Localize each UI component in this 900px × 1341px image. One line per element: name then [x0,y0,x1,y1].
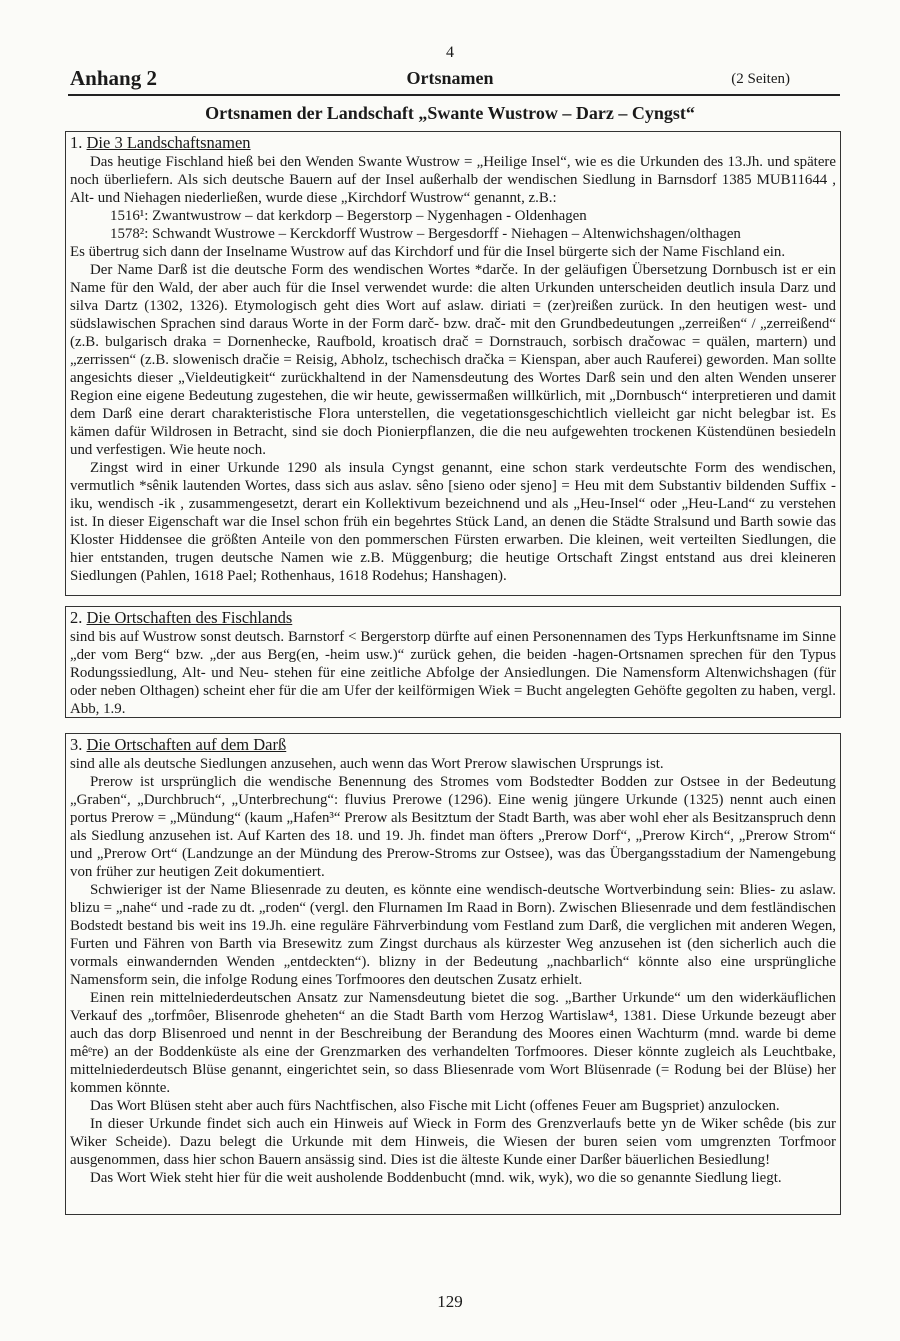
paragraph: sind alle als deutsche Siedlungen anzusehen, auch wenn das Wort Prerow slawischen Ursprungs ist. [70,756,664,772]
section-heading [70,608,836,628]
paragraph: Der Name Darß ist die deutsche Form des wendischen Wortes *darče. In der geläufigen Übersetzung Dornbusch ist er ein Name für den Wald, der aber auch für die Insel verwendet wurde: die alten Urkunden unterscheiden deutlich insula Darz und silva Dartz (1302, 1326). Etymologisch geht dies Wort auf aslaw. diriati = (zer)reißen zurück. In den heutigen west- und südslawischen Sprachen sind daraus Worte in der Form darč- bzw. drač- mit den Grundbedeutungen „zerreißen“ / „zerreißend“ (z.B. bulgarisch draka = Dornenhecke, Raufbold, kroatisch drač = Dornstrauch, sorbisch dračowac = quälen, martern) und „zerrissen“ (z.B. slowenisch dračie = Reisig, Abholz, tschechisch dračka = Kienspan, aber auch Rauferei) geworden. Man sollte angesichts dieser „Vieldeutigkeit“ zurückhaltend in der Namensdeutung des Wortes Darß sein und den alten Wenden unserer Region eine eigene Bedeutung zugestehen, die wir heute, gewissermaßen willkürlich, mit „Dornbusch“ interpretieren und damit dem Darß eine derart charakteristische Flora unterstellen, die vegetationsgeschichtlich vielleicht gar nicht belegbar ist. Es kämen dafür Wildrosen in Betracht, sind sie doch Pionierpflanzen, die die neu aufgewehten trockenen Küstendünen besiedeln und verfestigen. Wie heute noch. [70,262,836,458]
section-heading [70,735,836,755]
heading-number: 2. [70,608,83,627]
header-rule [68,94,840,96]
paragraph: 1578²: Schwandt Wustrowe – Kerckdorff Wustrow – Bergesdorff - Niehagen – Altenwichshagen/olthagen [110,226,741,242]
heading-text: Die Ortschaften auf dem Darß [86,735,287,754]
section-box-darss [65,733,841,1215]
paragraph: Schwieriger ist der Name Bliesenrade zu deuten, es könnte eine wendisch-deutsche Wortverbindung sein: Blies- zu aslaw. blizu = „nahe“ und -rade zu dt. „roden“ (vergl. den Flurnamen Im Raad in Born). Zwischen Bliesenrade und dem festländischen Bodstedt bestand bis weit ins 19.Jh. eine reguläre Fährverbindung vom Festland zum Darß, die verglichen mit anderen Wegen, Furten und Fähren von Barth via Bresewitz zum Zingst durchaus als kürzester Weg anzusehen ist (den sicherlich auch die vormals einwandernden Wenden „entdeckten“). blizny in der Bedeutung „nachbarlich“ könnte also eine ursprüngliche Namensform sein, die infolge Rodung eines Torfmoores den deutschen Zusatz erhielt. [70,882,836,988]
top-page-number: 4 [446,44,454,61]
paragraph: Einen rein mittelniederdeutschen Ansatz zur Namensdeutung bietet die sog. „Barther Urkunde“ um den widerkäuflichen Verkauf des „torfmôer, Blisenrode gheheten“ an die Stadt Barth vom Herzog Wartislaw⁴, 1381. Diese Urkunde bezeugt aber auch das dorp Blisenroed und nennt in der Beschreibung der Berandung des Moores einen Wachturm (mnd. warde bi deme mêᵉre) an der Boddenküste als eine der Grenzmarken des verhandelten Torfmoores. Dieser könnte zugleich als Leuchtbake, mittelniederdeutsch Blüse genannt, eingerichtet sein, so dass Bliesenrade vom Wort Blüsenrade (= Rodung bei der Blüse) her kommen könnte. [70,990,836,1096]
document-title: Ortsnamen der Landschaft „Swante Wustrow – Darz – Cyngst“ [205,103,695,123]
paragraph: Das Wort Wiek steht hier für die weit ausholende Boddenbucht (mnd. wik, wyk), wo die so genannte Siedlung liegt. [90,1170,782,1186]
paragraph: Prerow ist ursprünglich die wendische Benennung des Stromes vom Bodstedter Bodden zur Ostsee in der Bedeutung „Graben“, „Durchbruch“, „Unterbrechung“: fluvius Prerowe (1296). Eine wenig jüngere Urkunde (1325) nennt auch einen portus Prerow = „Mündung“ (kaum „Hafen³“ Prerow als Besitztum der Stadt Barth, was aber wohl eher als Besitzanspruch denn als Siedlung anzusehen ist. Auf Karten des 18. und 19. Jh. findet man öfters „Prerow Dorf“, „Prerow Kirch“, „Prerow Strom“ und „Prerow Ort“ (Landzunge an der Mündung des Prerow-Stroms zur Ostsee), was das Übergangsstadium der Namengebung von früher zur heutigen Zeit dokumentiert. [70,774,836,880]
section-box-fischland [65,606,841,718]
paragraph: sind bis auf Wustrow sonst deutsch. Barnstorf < Bergerstorp dürfte auf einen Personennamen des Typs Herkunftsname im Sinne „der vom Berg“ bzw. „der aus Berg(en, -heim usw.)“ zurück gehen, die beiden -hagen-Ortsnamen sprechen für den Typus Rodungssiedlung, Alt- und Neu- stehen für eine zeitliche Abfolge der Ansiedlungen. Die Namensform Altenwichshagen (für oder neben Olthagen) scheint eher für die am Ufer der keilförmigen Wiek = Bucht angelegten Gehöfte gegolten zu haben, vergl. Abb, 1.9. [70,629,836,717]
paragraph: Das Wort Blüsen steht aber auch fürs Nachtfischen, also Fische mit Licht (offenes Feuer am Bugspriet) anzulocken. [90,1098,780,1114]
appendix-label: Anhang 2 [70,66,157,90]
paragraph: Zingst wird in einer Urkunde 1290 als insula Cyngst genannt, eine schon stark verdeutschte Form des wendischen, vermutlich *sênik lautenden Wortes, dass sich aus aslav. sêno [sieno oder sjeno] = Heu mit dem Substantiv bildenden Suffix -iku, wendisch -ik , zusammengesetzt, derart ein Kollektivum bezeichnend und als „Heu-Insel“ oder „Heu-Land“ zu verstehen ist. In dieser Eigenschaft war die Insel schon früh ein begehrtes Stück Land, an denen die Städte Stralsund und Barth sowie das Kloster Hiddensee die größten Anteile von den pommerschen Fürsten erwarben. Die kleinen, weit verteilten Siedlungen, die hier entstanden, trugen deutsche Namen wie z.B. Müggenburg; die heutige Ortschaft Zingst entstand aus drei kleineren Siedlungen (Pahlen, 1618 Pael; Rothenhaus, 1618 Rodehus; Hanshagen). [70,460,836,584]
pages-note: (2 Seiten) [731,71,790,87]
heading-text: Die 3 Landschaftsnamen [86,133,251,152]
paragraph: 1516¹: Zwantwustrow – dat kerkdorp – Begerstorp – Nygenhagen - Oldenhagen [110,208,587,224]
heading-text: Die Ortschaften des Fischlands [86,608,293,627]
paragraph: Es übertrug sich dann der Inselname Wustrow auf das Kirchdorf und für die Insel bürgerte sich der Name Fischland ein. [70,244,786,260]
section-heading [70,133,836,153]
heading-number: 3. [70,735,83,754]
section-title: Ortsnamen [406,68,494,88]
section-box-landscape-names [65,131,841,596]
paragraph: In dieser Urkunde findet sich auch ein Hinweis auf Wieck in Form des Grenzverlaufs bette yn de Wiker schêde (bis zur Wiker Scheide). Dazu belegt die Urkunde mit dem Hinweis, die Wiesen der buren seien vom umgrenzten Torfmoor ausgenommen, dass hier schon Bauern ansässig sind. Dies ist die älteste Kunde einer Darßer bäuerlichen Besiedlung! [70,1116,836,1168]
page-number: 129 [437,1292,463,1311]
paragraph: Das heutige Fischland hieß bei den Wenden Swante Wustrow = „Heilige Insel“, wie es die Urkunden des 13.Jh. und spätere noch überliefern. Als sich deutsche Bauern auf der Insel außerhalb der wendischen Siedlung in Barnsdorf 1385 MUB11644 , Alt- und Niehagen niederließen, wurde diese „Kirchdorf Wustrow“ genannt, z.B.: [70,154,836,206]
heading-number: 1. [70,133,83,152]
